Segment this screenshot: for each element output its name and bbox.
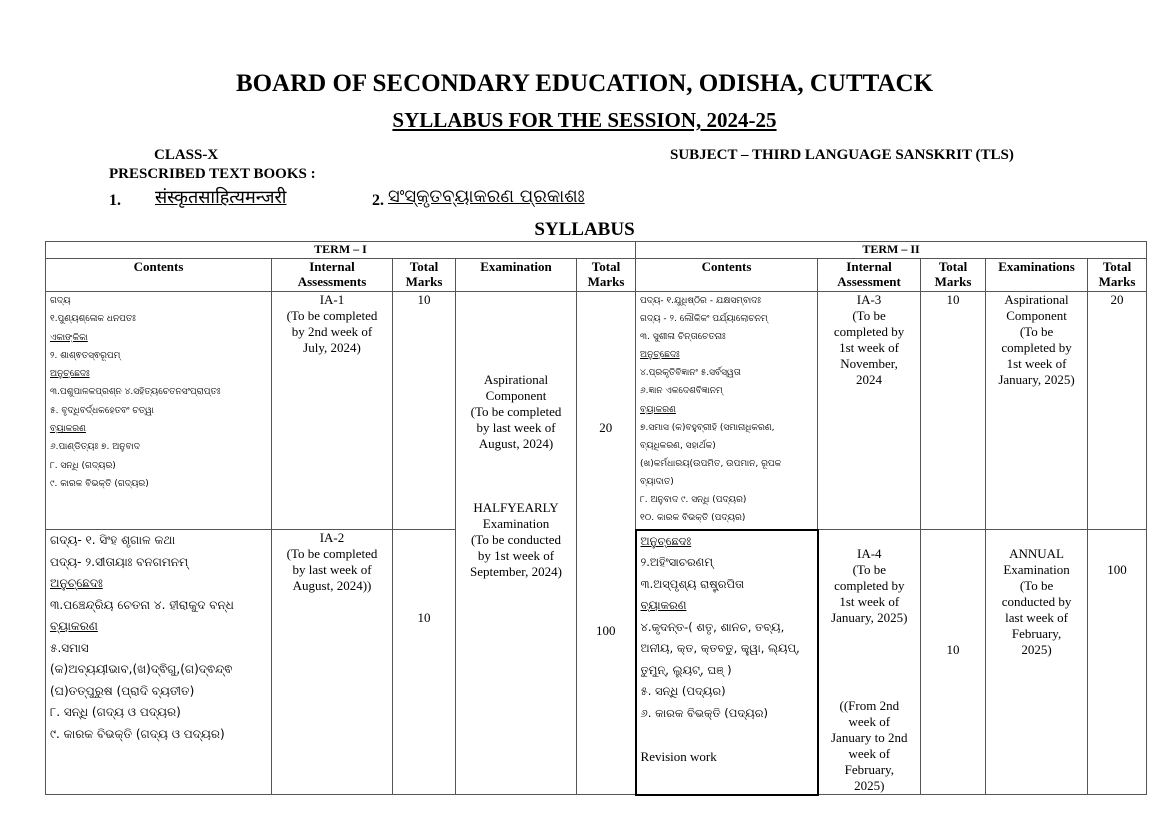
- row1-term2-contents: ପଦ୍ୟ- ୧.ଯୁଧିଷ୍ଠିର - ଯକ୍ଷସମ୍ବାଦଃ ଗଦ୍ୟ - ୨. ଲୌକିକଂ ପର୍ଯ୍ୟାଲୋଚନମ୍ ୩. ସୁଶୀଳା ଚିନ୍ତାଚେତନାଃ ଅନୁଚ୍ଛେଦଃ ୪.ପ୍ରକୃତିବିଜ୍ଞାନଂ ୫.ସର୍ବସ୍ୱତା ୬.ଜ୍ଞାନ ଏକଦେଶବିଜ୍ଞାନମ୍ ବ୍ୟାକରଣ ୭.ସମାସ (କ)ବହୁବ୍ରୀହି (ସମାନାଧିକରଣ, ବ୍ୟଧିକରଣ, ସହାର୍ଥକ) (ଖ)କର୍ମଧାରୟ(ଉପମିତ, ଉପମାନ, ରୂପକ ବ୍ୟାଦାତ) ୮. ଅନୁବାଦ ୯. ସନ୍ଧି (ପଦ୍ୟର) ୧୦. କାରକ ବିଭକ୍ତି (ପଦ୍ୟର): [636, 292, 818, 530]
- session-title: SYLLABUS FOR THE SESSION, 2024-25: [392, 108, 777, 132]
- col-contents-t1: Contents: [46, 259, 272, 292]
- row2-ia2-marks: 10: [393, 530, 456, 795]
- col-exam-t2: Examinations: [986, 259, 1088, 292]
- term2-header: TERM – II: [636, 242, 1147, 259]
- aspirational-exam-t1: Aspirational Component (To be completed by last week of August, 2024): [470, 372, 562, 451]
- row2-ia2: IA-2 (To be completed by last week of August, 2024)): [272, 530, 393, 795]
- term1-exam-cell: [456, 292, 577, 795]
- col-internal-t1: Internal Assessments: [272, 259, 393, 292]
- annual-exam: ANNUAL Examination (To be conducted by last week of February, 2025): [986, 530, 1088, 795]
- col-internal-t2: Internal Assessment: [818, 259, 921, 292]
- term1-total-cell: [577, 292, 636, 795]
- col-total-t2: Total Marks: [921, 259, 986, 292]
- col-exam-t1: Examination: [456, 259, 577, 292]
- prescribed-label: PRESCRIBED TEXT BOOKS :: [109, 166, 316, 182]
- book2-number: 2.: [372, 192, 384, 209]
- col-total-t1: Total Marks: [393, 259, 456, 292]
- ia4-window: ((From 2nd week of January to 2nd week of February, 2025): [831, 698, 908, 793]
- row1-term1-contents: ଗଦ୍ୟ ୧.ପୁଣ୍ୟଶ୍ଳୋକ ଧନପତଃ ଏକାଙ୍କିକା ୨. ଶାଶ୍ଵତସ୍ଵରୂପମ୍ ଅନୁଚ୍ଛେଦଃ ୩.ପଶୁପାଳକପ୍ରଶ୍ନ ୪.ସହିତ୍ୟଚେତନସଂପ୍ରାପ୍ତଃ ୫. ବୃଦ୍ଧିବର୍ଦ୍ଧକହେତବଂ ଚତ୍ୱା ବ୍ୟାକରଣ ୬.ପାଣ୍ଡିତ୍ୟଃ ୭. ଅନୁବାଦ ୮. ସନ୍ଧି (ଗଦ୍ୟର) ୯. କାରକ ବିଭକ୍ତି (ଗଦ୍ୟର): [46, 292, 272, 530]
- row1-aspirational-t2: Aspirational Component (To be completed by 1st week of January, 2025): [986, 292, 1088, 530]
- row2-ia4: IA-4 (To be completed by 1st week of January, 2025) ((From 2nd week of January to 2nd week of February, 2025): [818, 530, 921, 795]
- book1-title: संस्कृतसाहित्यमन्जरी: [155, 187, 287, 208]
- col-total2-t2: Total Marks: [1088, 259, 1147, 292]
- syllabus-table: [45, 241, 1147, 796]
- term1-header: TERM – I: [46, 242, 636, 259]
- col-contents-t2: Contents: [636, 259, 818, 292]
- total-100-t1: 100: [596, 623, 616, 638]
- subject-label: SUBJECT – THIRD LANGUAGE SANSKRIT (TLS): [670, 147, 1014, 163]
- row2-term1-contents: ଗଦ୍ୟ- ୧. ସିଂହ ଶୃଗାଳ କଥା ପଦ୍ୟ- ୨.ସୀତାୟାଃ ବନଗମନମ୍ ଅନୁଚ୍ଛେଦଃ ୩.ପଞ୍ଚେନ୍ଦ୍ରିୟ ଚେତନା ୪. ହୀରାକୁଦ ବନ୍ଧ ବ୍ୟାକରଣ ୫.ସମାସ (କ)ଅବ୍ୟୟୀଭାବ,(ଖ)ଦ୍ଵିଗୁ,(ଗ)ଦ୍ଵନ୍ଦ୍ଵ (ଘ)ତତ୍ପୁରୁଷ (ପ୍ରାଦି ବ୍ୟତୀତ) ୮. ସନ୍ଧି (ଗଦ୍ୟ ଓ ପଦ୍ୟର) ୯. କାରକ ବିଭକ୍ତି (ଗଦ୍ୟ ଓ ପଦ୍ୟର): [46, 530, 272, 795]
- row1-ia3-marks: 10: [921, 292, 986, 530]
- total-20-t1: 20: [599, 420, 613, 435]
- halfyearly-exam: HALFYEARLY Examination (To be conducted by 1st week of September, 2024): [470, 500, 562, 579]
- book2-title: ସଂସ୍କୃତବ୍ୟାକରଣ ପ୍ରକାଶଃ: [388, 186, 585, 207]
- book1-number: 1.: [109, 192, 121, 209]
- row1-total-t2: 20: [1088, 292, 1147, 530]
- col-total2-t1: Total Marks: [577, 259, 636, 292]
- row2-ia4-marks: 10: [921, 530, 986, 795]
- row2-term2-contents: ଅନୁଚ୍ଛେଦଃ ୨.ଅହିଂସାଚରଣମ୍ ୩.ଅସ୍ପୃଶ୍ୟ ରାଷ୍ଟ୍ରପିତା ବ୍ୟାକରଣ ୪.କୃଦନ୍ତ-( ଶତୃ, ଶାନଚ, ତବ୍ୟ, ଅନୀୟ, କ୍ତ, କ୍ତବତୁ, କ୍ତ୍ୱା, ଲ୍ୟପ୍, ତୁମୁନ୍, ଲ୍ୟୁଟ୍, ଘଞ୍ ) ୫. ସନ୍ଧି (ପଦ୍ୟର) ୬. କାରକ ବିଭକ୍ତି (ପଦ୍ୟର) Revision work: [636, 530, 818, 795]
- row1-ia1: IA-1 (To be completed by 2nd week of July, 2024): [272, 292, 393, 530]
- class-label: CLASS-X: [154, 147, 219, 163]
- syllabus-heading: SYLLABUS: [534, 219, 635, 240]
- row2-total-t2: 100: [1088, 530, 1147, 795]
- revision-work: Revision work: [640, 749, 717, 764]
- row1-ia1-marks: 10: [393, 292, 456, 530]
- board-title: BOARD OF SECONDARY EDUCATION, ODISHA, CUTTACK: [235, 70, 934, 97]
- row1-ia3: IA-3 (To be completed by 1st week of November, 2024: [818, 292, 921, 530]
